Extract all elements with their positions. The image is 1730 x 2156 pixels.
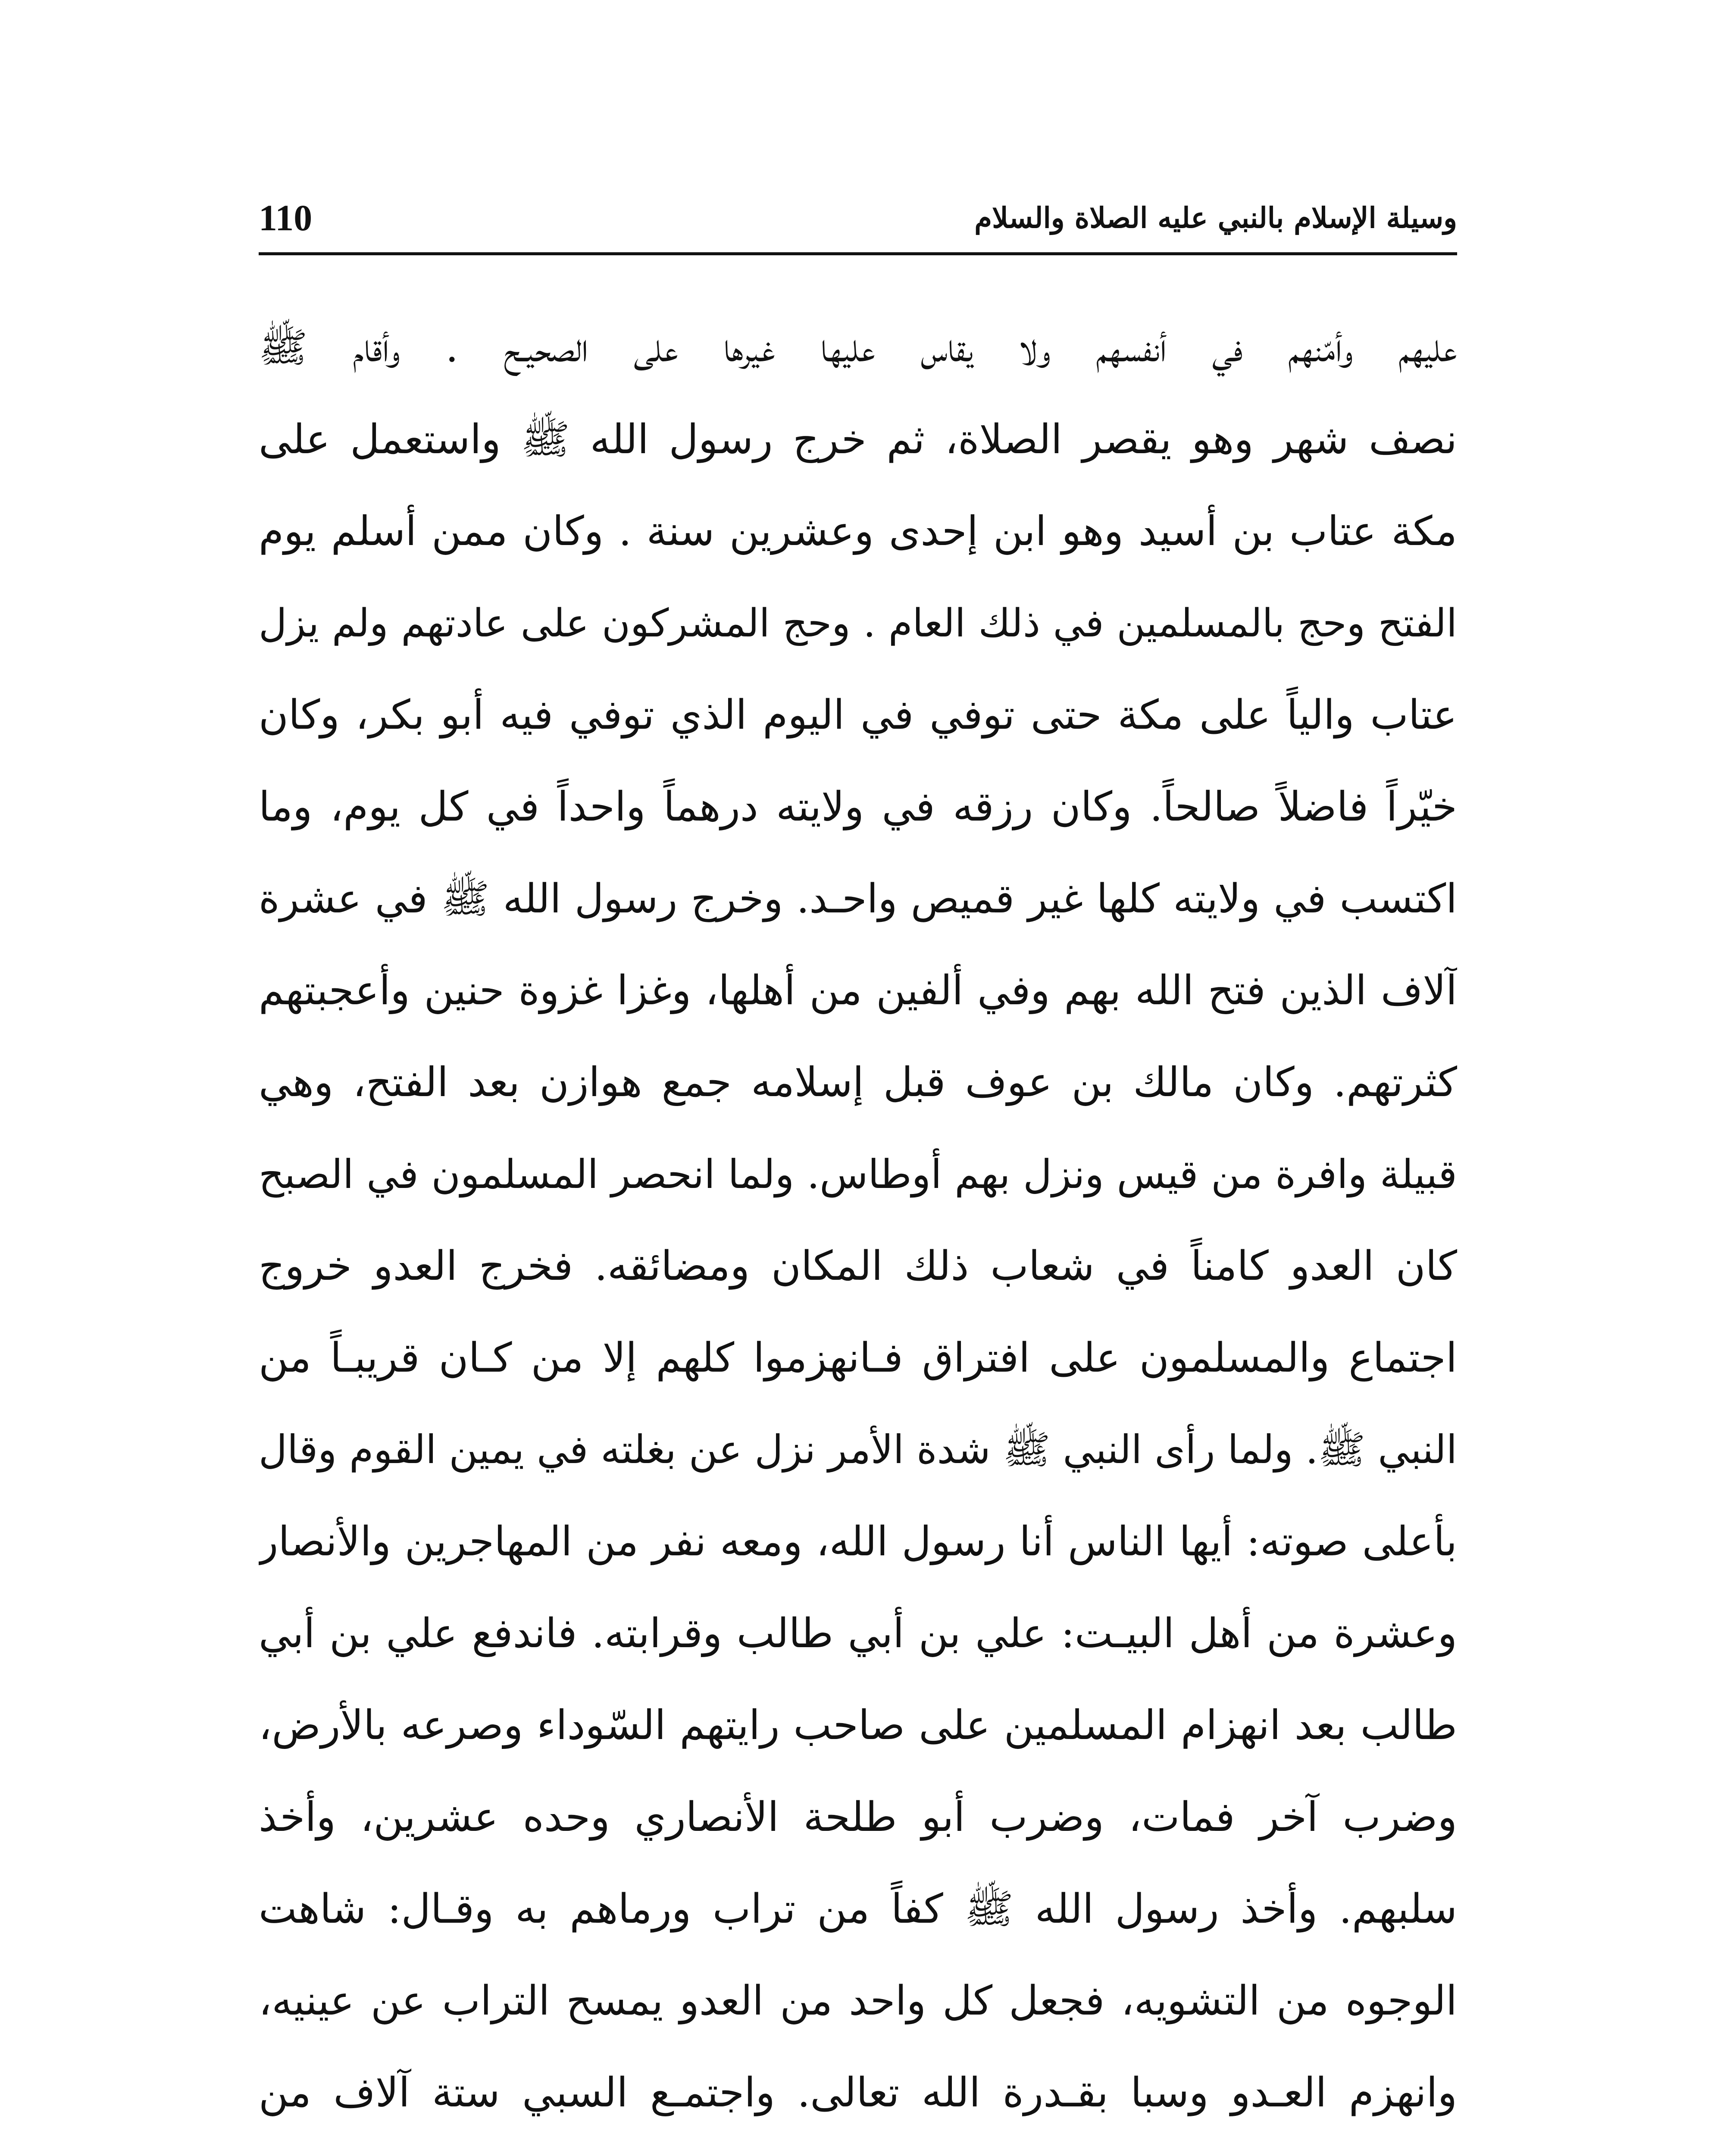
body-line: عتاب والياً على مكة حتى توفي في اليوم الذي توفي فيه أبو بكر، وكان bbox=[259, 692, 1457, 739]
body-line: نصف شهر وهو يقصر الصلاة، ثم خرج رسول الله ﷺ واستعمل على bbox=[259, 416, 1457, 463]
body-line: النبي ﷺ. ولما رأى النبي ﷺ شدة الأمر نزل عن بغلته في يمين القوم وقال bbox=[259, 1427, 1457, 1473]
body-line: سلبهم. وأخذ رسول الله ﷺ كفاً من تراب ورماهم به وقـال: شاهت bbox=[259, 1886, 1457, 1933]
body-line: طالب بعد انهزام المسلمين على صاحب رايتهم السّوداء وصرعه بالأرض، bbox=[259, 1702, 1457, 1749]
body-line: وعشرة من أهل البيـت: علي بن أبي طالب وقرابته. فاندفع علي بن أبي bbox=[259, 1610, 1457, 1657]
page-header bbox=[259, 196, 1457, 248]
running-title: وسيلة الإسلام بالنبي عليه الصلاة والسلام bbox=[974, 201, 1457, 235]
body-line: خيّراً فاضلاً صالحاً. وكان رزقه في ولايته درهماً واحداً في كل يوم، وما bbox=[259, 783, 1457, 830]
body-line: عليهم وأمّنهم في أنفسهم ولا يقاس عليها غيرها على الصحيـح . وأقام ﷺ bbox=[259, 324, 1457, 371]
header-rule bbox=[259, 252, 1457, 255]
body-line: اجتماع والمسلمون على افتراق فـانهزموا كلهم إلا من كـان قريبـاً من bbox=[259, 1335, 1457, 1382]
body-line: اكتسب في ولايته كلها غير قميص واحـد. وخرج رسول الله ﷺ في عشرة bbox=[259, 875, 1457, 922]
body-line: آلاف الذين فتح الله بهم وفي ألفين من أهلها، وغزا غزوة حنين وأعجبتهم bbox=[259, 967, 1457, 1014]
body-text bbox=[259, 302, 1457, 2156]
body-line: كثرتهم. وكان مالك بن عوف قبل إسلامه جمع هوازن بعد الفتح، وهي bbox=[259, 1059, 1457, 1106]
body-line: وضرب آخر فمات، وضرب أبو طلحة الأنصاري وحده عشرين، وأخذ bbox=[259, 1794, 1457, 1841]
body-line: وانهزم العـدو وسبا بقـدرة الله تعالى. واجتمـع السبي ستة آلاف من bbox=[259, 2069, 1457, 2116]
body-line: الوجوه من التشويه، فجعل كل واحد من العدو يمسح التراب عن عينيه، bbox=[259, 1977, 1457, 2024]
body-line: مكة عتاب بن أسيد وهو ابن إحدى وعشرين سنة . وكان ممن أسلم يوم bbox=[259, 508, 1457, 555]
body-line: الفتح وحج بالمسلمين في ذلك العام . وحج المشركون على عادتهم ولم يزل bbox=[259, 601, 1457, 646]
body-line bbox=[259, 2139, 1457, 2156]
body-line: قبيلة وافرة من قيس ونزل بهم أوطاس. ولما انحصر المسلمون في الصبح bbox=[259, 1151, 1457, 1197]
body-line: كان العدو كامناً في شعاب ذلك المكان ومضائقه. فخرج العدو خروج bbox=[259, 1243, 1457, 1290]
page-number: 110 bbox=[259, 197, 313, 238]
body-line: بأعلى صوته: أيها الناس أنا رسول الله، ومعه نفر من المهاجرين والأنصار bbox=[259, 1518, 1457, 1565]
